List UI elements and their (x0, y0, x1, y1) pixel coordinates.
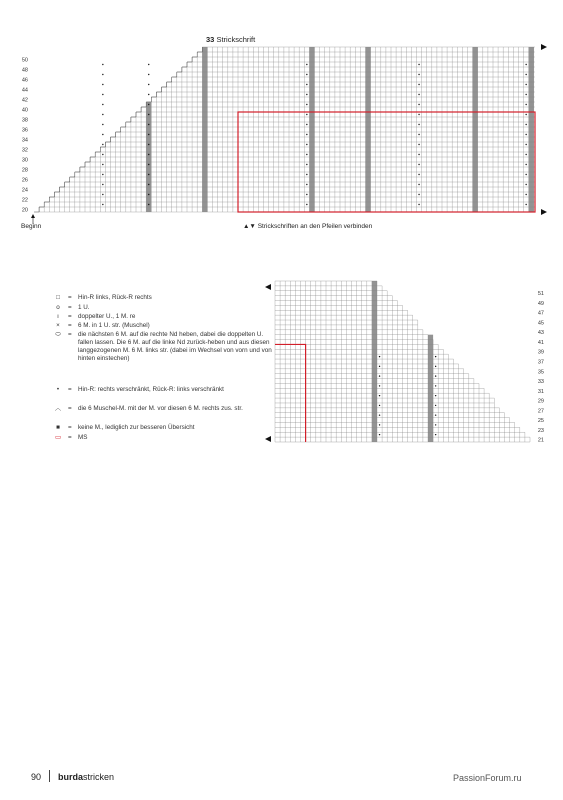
stitch-dot (306, 184, 307, 185)
stitch-dot (102, 74, 103, 75)
row-label: 46 (21, 77, 28, 84)
ellipse-icon: ⬭ (55, 331, 61, 338)
row-label: 22 (21, 197, 28, 204)
circle-icon: o (56, 304, 60, 311)
stitch-dot (418, 154, 419, 155)
grey-column-3 (366, 47, 371, 212)
footer (31, 772, 41, 782)
stitch-dot (306, 174, 307, 175)
row-label-2: 21 (537, 437, 544, 444)
row-label-2: 25 (537, 418, 544, 425)
stitch-dot (525, 184, 526, 185)
stitch-dot (148, 184, 149, 185)
legend-equals: = (68, 434, 72, 441)
stitch-dot (418, 74, 419, 75)
stitch-dot (418, 144, 419, 145)
stitch-dot (306, 164, 307, 165)
row-label: 24 (21, 187, 28, 194)
stitch-dot (418, 194, 419, 195)
stitch-dot (148, 164, 149, 165)
watermark: PassionForum.ru (453, 773, 522, 783)
knitting-chart-2 (0, 270, 563, 450)
legend-text: MS (78, 434, 88, 441)
stitch-dot (379, 424, 380, 425)
stitch-dot (379, 414, 380, 415)
stitch-dot (148, 84, 149, 85)
row-label-2: 51 (537, 291, 544, 298)
stitch-dot (102, 124, 103, 125)
row-label: 48 (21, 67, 28, 74)
chart1-title-text: Strickschrift (216, 35, 256, 44)
stitch-dot (418, 114, 419, 115)
legend-text: keine M., lediglich zur besseren Übersicht (78, 424, 195, 431)
stitch-dot (148, 94, 149, 95)
stitch-dot (379, 405, 380, 406)
grey-column-5 (529, 47, 534, 212)
stitch-dot (102, 144, 103, 145)
legend-equals: = (68, 294, 72, 301)
stitch-dot (379, 366, 380, 367)
stitch-dot (525, 94, 526, 95)
stitch-dot (306, 134, 307, 135)
stitch-dot (306, 114, 307, 115)
footer-divider (49, 770, 50, 782)
grey-column-4 (473, 47, 478, 212)
begin-label: Beginn (21, 223, 42, 230)
row-label-2: 45 (537, 320, 544, 327)
row-label: 20 (21, 207, 28, 214)
legend-equals: = (68, 322, 72, 329)
row-label: 32 (21, 147, 28, 154)
legend-equals: = (68, 405, 72, 412)
page-number: 90 (31, 772, 42, 782)
stitch-dot (525, 64, 526, 65)
stitch-dot (379, 395, 380, 396)
chart1-staircase-edge (34, 47, 202, 212)
grey-column-2-1 (428, 335, 433, 442)
stitch-dot (102, 84, 103, 85)
stitch-dot (148, 104, 149, 105)
row-label: 36 (21, 127, 28, 134)
stitch-dot (418, 164, 419, 165)
stitch-dot (102, 104, 103, 105)
stitch-dot (102, 114, 103, 115)
row-label-2: 35 (537, 369, 544, 376)
stitch-dot (379, 385, 380, 386)
stitch-dot (435, 414, 436, 415)
grey-column-1 (146, 102, 151, 212)
stitch-dot (306, 144, 307, 145)
stitch-dot (525, 124, 526, 125)
right-arrow-bottom-icon (541, 209, 547, 215)
x-icon: × (56, 322, 60, 329)
row-label-2: 27 (537, 408, 544, 415)
stitch-dot (148, 204, 149, 205)
row-label-2: 39 (537, 349, 544, 356)
stitch-dot (306, 84, 307, 85)
stitch-dot (306, 104, 307, 105)
dot-icon: • (56, 386, 60, 393)
stitch-dot (525, 164, 526, 165)
brand (58, 772, 114, 782)
stitch-dot (379, 434, 380, 435)
stitch-dot (435, 395, 436, 396)
stitch-dot (306, 124, 307, 125)
brand-light: stricken (83, 772, 115, 782)
stitch-dot (148, 194, 149, 195)
row-label-2: 31 (537, 388, 544, 395)
stitch-dot (306, 204, 307, 205)
legend-text: doppelter U., 1 M. re (78, 313, 136, 320)
grey-column-2-0 (372, 281, 377, 442)
stitch-dot (418, 204, 419, 205)
stitch-dot (525, 154, 526, 155)
stitch-dot (306, 74, 307, 75)
stitch-dot (525, 114, 526, 115)
row-label: 42 (21, 97, 28, 104)
connect-note (243, 223, 372, 230)
stitch-dot (306, 64, 307, 65)
stitch-dot (435, 375, 436, 376)
stitch-dot (435, 385, 436, 386)
row-label-2: 29 (537, 398, 544, 405)
stitch-dot (418, 184, 419, 185)
stitch-dot (435, 405, 436, 406)
stitch-dot (525, 144, 526, 145)
stitch-dot (525, 134, 526, 135)
stitch-dot (525, 204, 526, 205)
chart1-number: 33 (206, 35, 215, 44)
caret-icon: ︿ (54, 405, 62, 412)
row-label: 34 (21, 137, 28, 144)
stitch-dot (379, 375, 380, 376)
stitch-dot (379, 356, 380, 357)
stitch-dot (525, 74, 526, 75)
stitch-dot (148, 144, 149, 145)
row-label-2: 47 (537, 310, 544, 317)
legend-equals: = (68, 304, 72, 311)
stitch-dot (102, 164, 103, 165)
knitting-chart-1 (0, 0, 563, 240)
stitch-dot (102, 174, 103, 175)
chart1-grid (34, 47, 535, 212)
red-rectangle-icon: ▭ (55, 434, 61, 441)
stitch-dot (148, 114, 149, 115)
row-label: 40 (21, 107, 28, 114)
legend-equals: = (68, 331, 72, 338)
row-label-2: 37 (537, 359, 544, 366)
square-outline-icon: □ (56, 294, 60, 301)
row-label: 30 (21, 157, 28, 164)
stitch-dot (102, 204, 103, 205)
stitch-dot (418, 124, 419, 125)
stitch-dot (148, 64, 149, 65)
stitch-dot (418, 174, 419, 175)
grey-column-0 (202, 47, 207, 212)
chart2-grid (275, 281, 530, 442)
legend-text: 6 M. in 1 U. str. (Muschel) (78, 322, 150, 329)
stitch-dot (102, 64, 103, 65)
stitch-dot (148, 124, 149, 125)
stitch-dot (418, 134, 419, 135)
legend-equals: = (68, 313, 72, 320)
stitch-dot (306, 194, 307, 195)
legend-text: die nächsten 6 M. auf die rechte Nd heben, dabei die doppelten U. fallen lassen. Die 6 M. auf die linke Nd zurück-heben und aus diesen langgezogenen M. 6 M. links str. (dabei im Wechsel von vorn und von hinten einstechen) (78, 331, 272, 362)
row-label-2: 23 (537, 427, 544, 434)
left-arrow-bottom-icon (265, 436, 271, 442)
legend-equals: = (68, 424, 72, 431)
stitch-dot (148, 154, 149, 155)
row-label-2: 43 (537, 330, 544, 337)
stitch-dot (102, 194, 103, 195)
stitch-dot (148, 174, 149, 175)
stitch-dot (102, 184, 103, 185)
right-arrow-top-icon (541, 44, 547, 50)
row-label-2: 49 (537, 300, 544, 307)
row-label: 38 (21, 117, 28, 124)
stitch-dot (418, 104, 419, 105)
row-label: 50 (21, 57, 28, 64)
left-arrow-top-icon (265, 284, 271, 290)
legend-text: Hin-R links, Rück-R rechts (78, 294, 152, 301)
stitch-dot (435, 434, 436, 435)
stitch-dot (525, 174, 526, 175)
stitch-dot (418, 94, 419, 95)
bar-icon: ı (57, 313, 59, 320)
row-label: 44 (21, 87, 28, 94)
stitch-dot (102, 154, 103, 155)
stitch-dot (418, 84, 419, 85)
stitch-dot (525, 84, 526, 85)
row-label: 26 (21, 177, 28, 184)
begin-arrowhead-icon (31, 214, 35, 218)
stitch-dot (102, 94, 103, 95)
stitch-dot (306, 94, 307, 95)
brand-bold: burda (58, 772, 84, 782)
legend-text: Hin-R: rechts verschränkt, Rück-R: links verschränkt (78, 386, 224, 393)
stitch-dot (418, 64, 419, 65)
stitch-dot (148, 74, 149, 75)
row-label-2: 33 (537, 379, 544, 386)
stitch-dot (102, 134, 103, 135)
legend-equals: = (68, 386, 72, 393)
stitch-dot (435, 424, 436, 425)
connect-note-text: Strickschriften an den Pfeilen verbinden (257, 223, 373, 230)
stitch-dot (306, 154, 307, 155)
row-label: 28 (21, 167, 28, 174)
stitch-dot (525, 194, 526, 195)
row-label-2: 41 (537, 339, 544, 346)
filled-square-icon: ■ (56, 424, 60, 431)
stitch-dot (525, 104, 526, 105)
arrows-icon: ▲▼ (243, 223, 256, 230)
stitch-dot (435, 356, 436, 357)
grey-column-2 (309, 47, 314, 212)
stitch-dot (435, 366, 436, 367)
legend-text: die 6 Muschel-M. mit der M. vor diesen 6 M. rechts zus. str. (78, 405, 243, 412)
legend-text: 1 U. (78, 304, 90, 311)
stitch-dot (148, 134, 149, 135)
